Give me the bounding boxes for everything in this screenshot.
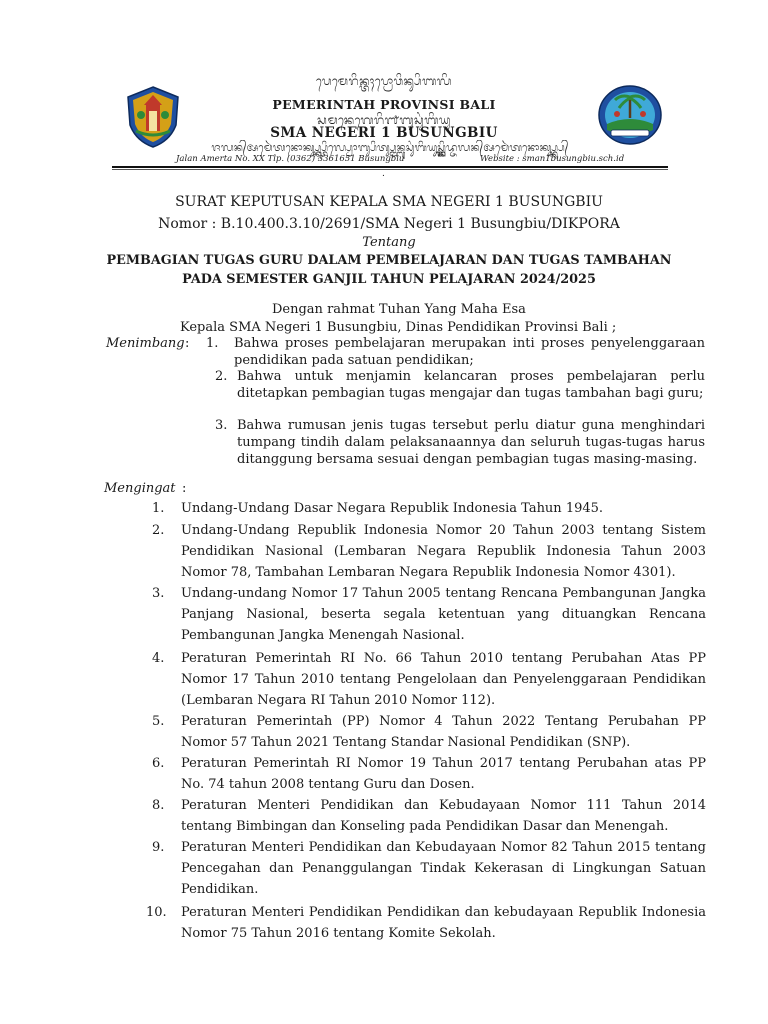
recalling-colon: : xyxy=(182,481,187,496)
recalling-item-text: Peraturan Pemerintah RI No. 66 Tahun 2010 tentang Perubahan Atas PP Nomor 17 Tahun 2010 tentang Pengelolaan dan Penyelenggaraan Pendidikan (Lembaran Negara RI Tahun 2010 Nomor 112). xyxy=(181,651,706,708)
greeting-line-2: Kepala SMA Negeri 1 Busungbiu, Dinas Pendidikan Provinsi Bali ; xyxy=(180,320,617,335)
recalling-item-number: 2. xyxy=(152,523,165,538)
recalling-item-number: 9. xyxy=(152,840,165,855)
recalling-item-text: Undang-Undang Dasar Negara Republik Indonesia Tahun 1945. xyxy=(181,501,604,516)
decree-number: Nomor : B.10.400.3.10/2691/SMA Negeri 1 Busungbiu/DIKPORA xyxy=(158,216,620,232)
decree-subject-line-1: PEMBAGIAN TUGAS GURU DALAM PEMBELAJARAN DAN TUGAS TAMBAHAN xyxy=(106,253,672,268)
recalling-item-number: 6. xyxy=(152,756,165,771)
letterhead-address: Jalan Amerta No. XX Tlp. (0362) 3361651 Busungbiu xyxy=(176,154,405,164)
recalling-item-text: Undang-Undang Republik Indonesia Nomor 20 Tahun 2003 tentang Sistem Pendidikan Nasional (Lembaran Negara Republik Indonesia Tahun 2003 Nomor 78, Tambahan Lembaran Negara Republik Indonesia Nomor 4301). xyxy=(181,523,706,580)
letterhead-rule-thin xyxy=(112,169,668,170)
considering-label: Menimbang xyxy=(106,336,185,351)
letterhead-province: PEMERINTAH PROVINSI BALI xyxy=(272,97,496,112)
school-logo-icon xyxy=(597,84,663,146)
greeting-line-1: Dengan rahmat Tuhan Yang Maha Esa xyxy=(272,302,526,317)
recalling-item-text: Peraturan Menteri Pendidikan dan Kebudayaan Nomor 82 Tahun 2015 tentang Pencegahan dan Penanggulangan Tindak Kekerasan di Lingkungan Satuan Pendidikan. xyxy=(181,840,706,897)
recalling-item-text: Peraturan Menteri Pendidikan dan Kebudayaan Nomor 111 Tahun 2014 tentang Bimbingan dan Konseling pada Pendidikan Dasar dan Menengah. xyxy=(181,798,706,834)
letterhead-school-name: SMA NEGERI 1 BUSUNGBIU xyxy=(270,125,498,141)
considering-item-text: Bahwa proses pembelajaran merupakan inti proses penyelenggaraan pendidikan pada satuan pendidikan; xyxy=(234,336,705,368)
decree-subject-line-2: PADA SEMESTER GANJIL TAHUN PELAJARAN 2024/2025 xyxy=(182,272,596,287)
considering-item-text: Bahwa rumusan jenis tugas tersebut perlu diatur guna menghindari tumpang tindih dalam pelaksanaannya dan seluruh tugas-tugas harus ditanggung bersama sesuai dengan pembagian tugas masing-masing. xyxy=(237,418,705,467)
letterhead-website: Website : sman1busungbiu.sch.id xyxy=(480,154,625,164)
recalling-item-number: 4. xyxy=(152,651,165,666)
considering-item-number: 2. xyxy=(215,369,228,384)
considering-item-text: Bahwa untuk menjamin kelancaran proses pembelajaran perlu ditetapkan pembagian tugas mengajar dan tugas tambahan bagi guru; xyxy=(237,369,705,401)
letterhead-dot: . xyxy=(382,169,385,179)
recalling-item-text: Peraturan Pemerintah RI Nomor 19 Tahun 2017 tentang Perubahan atas PP No. 74 tahun 2008 tentang Guru dan Dosen. xyxy=(181,756,706,792)
recalling-item-number: 1. xyxy=(152,501,165,516)
recalling-item-number: 10. xyxy=(146,905,167,920)
letterhead-rule xyxy=(112,166,668,168)
decree-about: Tentang xyxy=(362,235,416,250)
considering-colon: : xyxy=(185,336,190,351)
considering-item-number: 1. xyxy=(206,336,219,351)
recalling-item-text: Peraturan Menteri Pendidikan Pendidikan dan kebudayaan Republik Indonesia Nomor 75 Tahun 2016 tentang Komite Sekolah. xyxy=(181,905,706,941)
recalling-label: Mengingat xyxy=(104,481,176,496)
recalling-item-number: 3. xyxy=(152,586,165,601)
recalling-item-text: Peraturan Pemerintah (PP) Nomor 4 Tahun 2022 Tentang Perubahan PP Nomor 57 Tahun 2021 Tentang Standar Nasional Pendidikan (SNP). xyxy=(181,714,706,750)
decree-title: SURAT KEPUTUSAN KEPALA SMA NEGERI 1 BUSUNGBIU xyxy=(175,194,603,210)
considering-item-number: 3. xyxy=(215,418,228,433)
letterhead-balinese-province: ᬧᬾᬫᬾᬭᬶᬦ᭄ᬢᬄᬧ᭄ᬭᭀᬯᬶᬦ᭄ᬲᬶᬩᬮᬶ xyxy=(316,74,452,88)
letterhead-balinese-address: ᬚᬮᬦ᭄ᬅᬫᬾᬃᬢᬦᭀᬓ᭄ᬲ᭄ᬓ᭄ᬲ᭄ᬢᬶᬮ᭄ᬧ᭄ᬯᭀᬩ᭄ᬲᬶᬢ᭄ᬲ᭄ᬫᬦ᭄ᬩᬸᬲᬸᬂᬩᬶᬬᬸᬲ᭄ᬓ᭄ᬮ᭄ᬳᬶᬤ᭄ᬚᬮᬦ᭄ᬅᬫᬾᬃᬢᬦᭀᬓ᭄ᬲ᭄ᬓ᭄ᬲ᭄ xyxy=(211,142,569,154)
recalling-item-text: Undang-undang Nomor 17 Tahun 2005 tentang Rencana Pembangunan Jangka Panjang Nasional, beserta segala ketentuan yang dituangkan Rencana Pembangunan Jangka Menengah Nasional. xyxy=(181,586,706,643)
recalling-item-number: 8. xyxy=(152,798,165,813)
letterhead-balinese-school: ᬲᬫᬦᬾᬕᬾᬭᬶ᭑ᬩᬸᬲᬸᬂᬩᬶᬬᬸ xyxy=(317,113,451,127)
recalling-item-number: 5. xyxy=(152,714,165,729)
